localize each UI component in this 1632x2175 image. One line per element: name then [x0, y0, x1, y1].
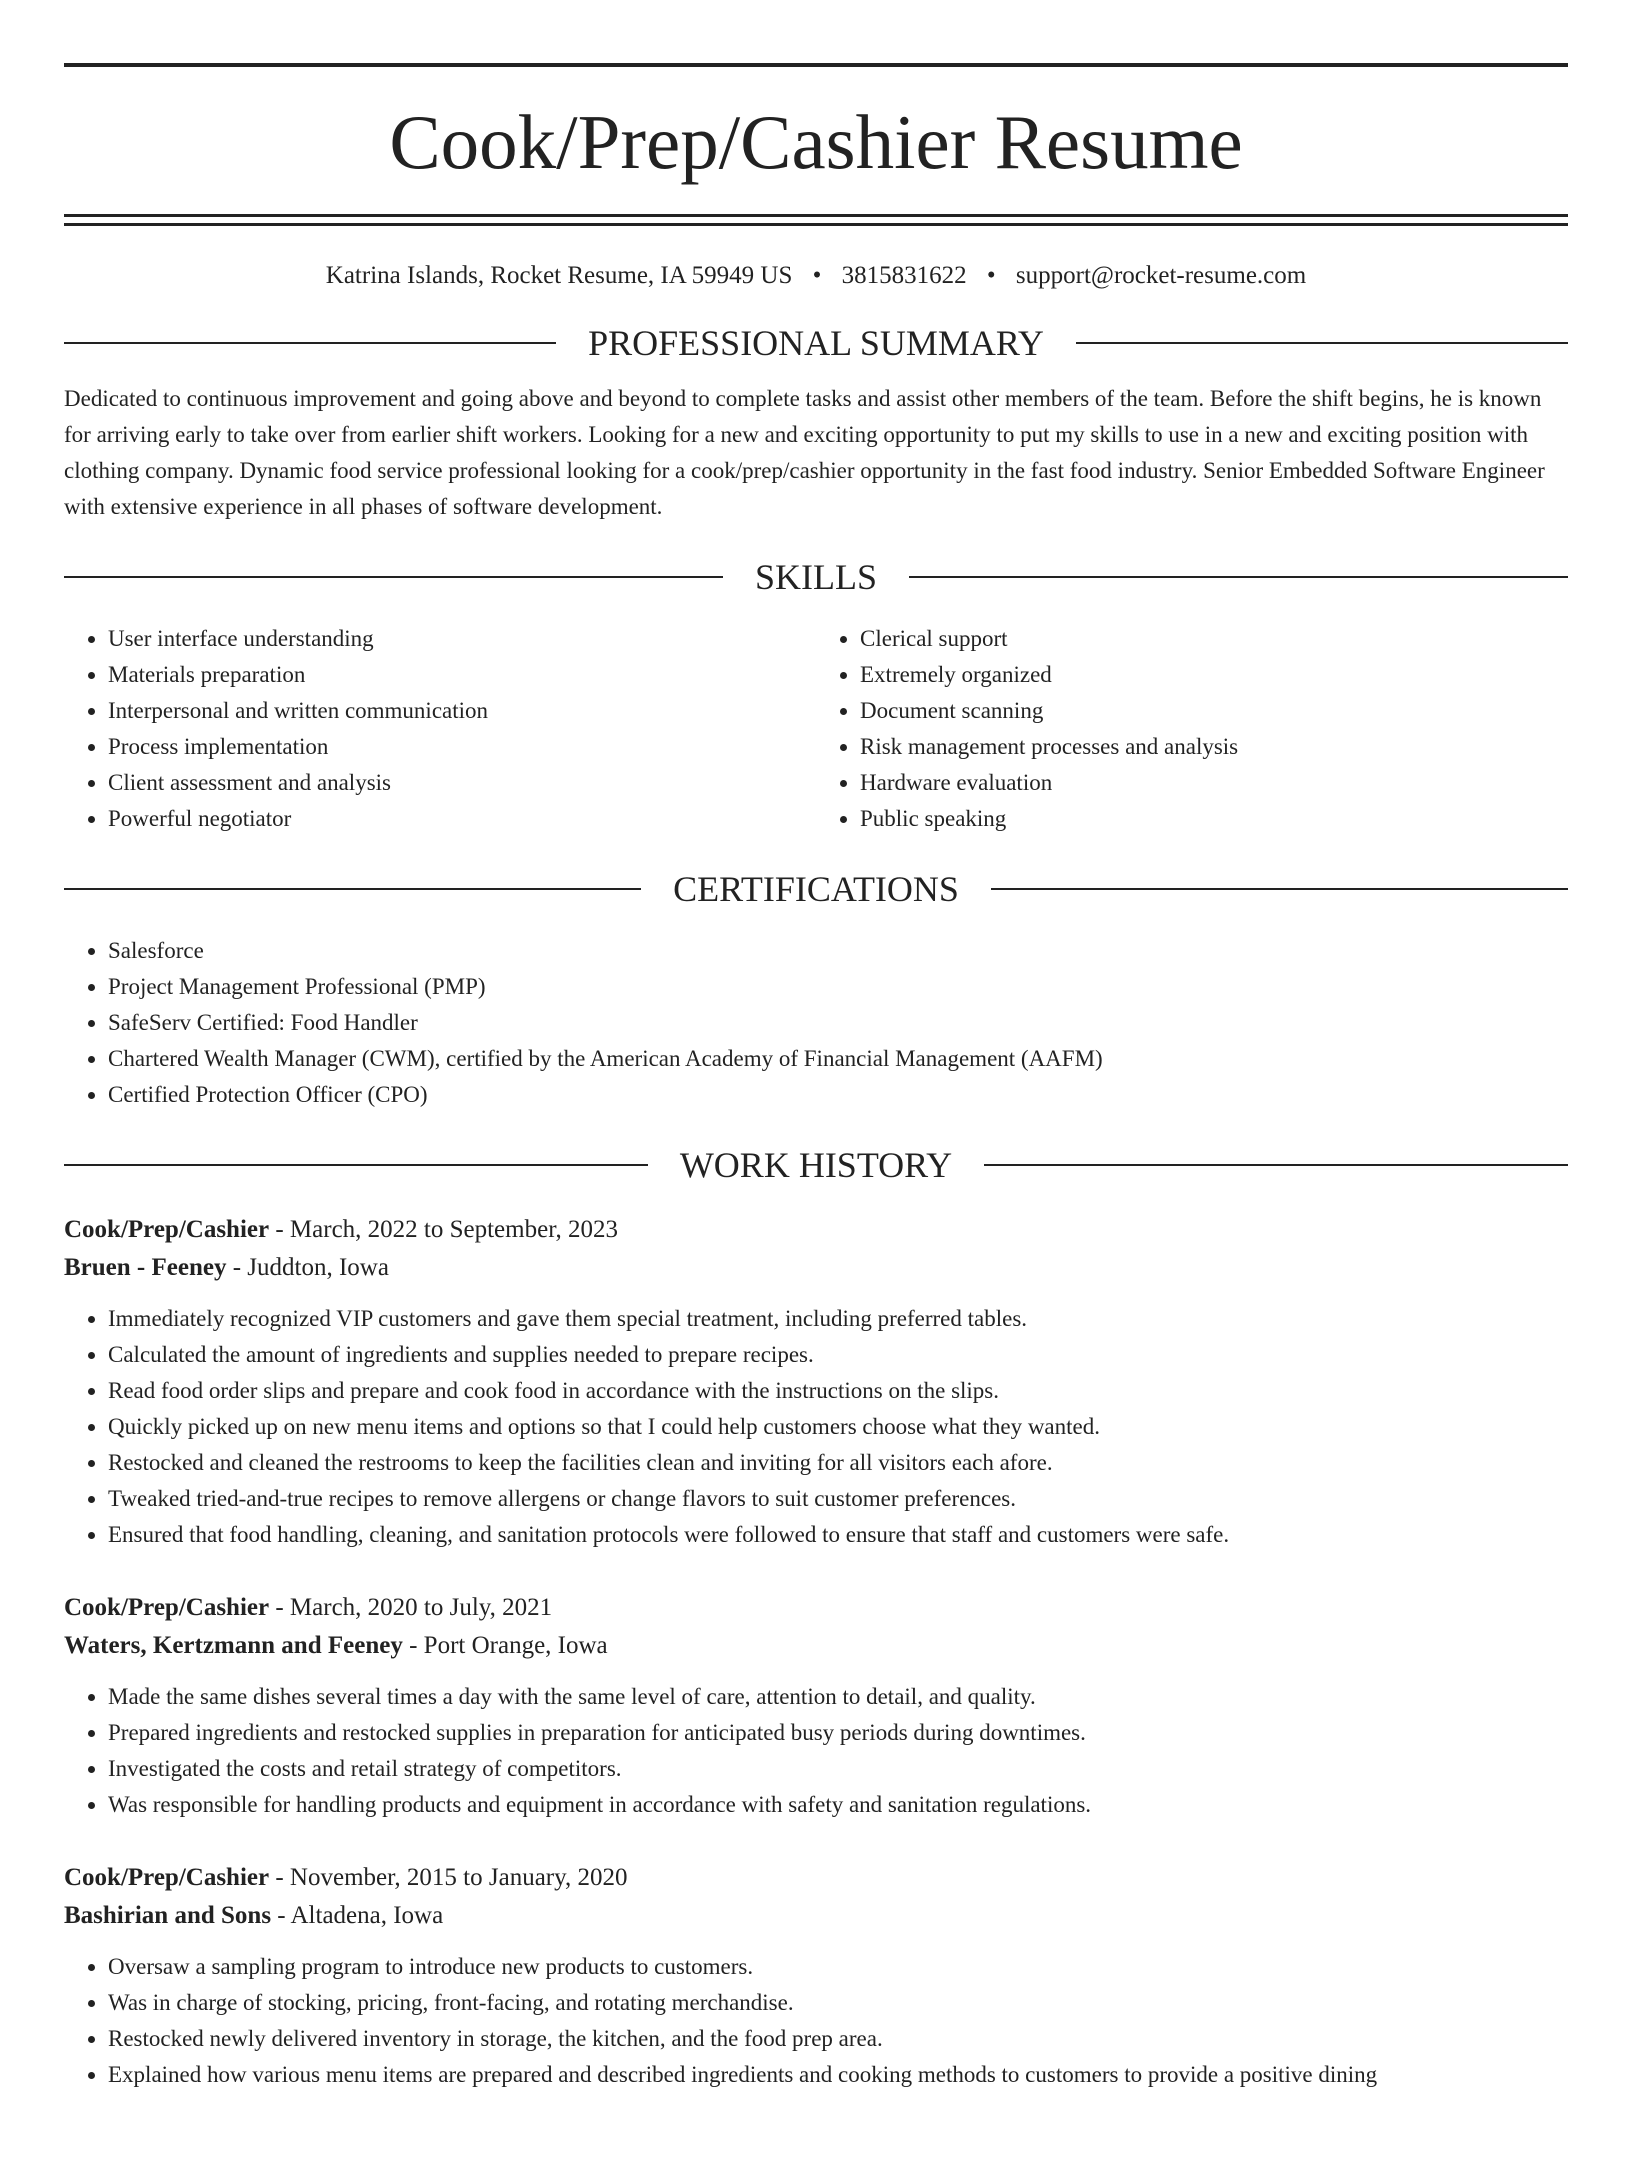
- summary-section-heading: [64, 325, 1568, 361]
- certification-item: • Project Management Professional (PMP): [108, 969, 1568, 1005]
- skill-item: • Process implementation: [108, 729, 816, 765]
- job-company-line: [64, 1627, 1568, 1665]
- certification-item: • Certified Protection Officer (CPO): [108, 1077, 1568, 1113]
- heading-rule-right: [984, 1164, 1568, 1166]
- job-bullet: • Quickly picked up on new menu items and options so that I could help customers choose what they wanted.: [108, 1409, 1568, 1445]
- job-entry: [64, 1211, 1568, 1553]
- heading-rule-left: [64, 576, 723, 578]
- job-bullet: • Read food order slips and prepare and cook food in accordance with the instructions on the slips.: [108, 1373, 1568, 1409]
- skill-item: • Document scanning: [860, 693, 1568, 729]
- job-dates: - March, 2020 to July, 2021: [269, 1594, 553, 1621]
- heading-rule-right: [909, 576, 1568, 578]
- job-title: Cook/Prep/Cashier: [64, 1216, 270, 1243]
- contact-separator: •: [986, 262, 996, 289]
- job-bullet: • Ensured that food handling, cleaning, and sanitation protocols were followed to ensure that staff and customers were safe.: [108, 1517, 1568, 1553]
- skills-section-heading: [64, 559, 1568, 595]
- job-bullet: • Investigated the costs and retail strategy of competitors.: [108, 1751, 1568, 1787]
- heading-rule-left: [64, 888, 641, 890]
- skill-item: • Risk management processes and analysis: [860, 729, 1568, 765]
- certifications-section-heading: [64, 871, 1568, 907]
- job-bullet: • Was responsible for handling products and equipment in accordance with safety and sanitation regulations.: [108, 1787, 1568, 1823]
- skills-list-left: [64, 621, 816, 837]
- contact-phone: 3815831622: [841, 262, 967, 289]
- job-location: - Port Orange, Iowa: [402, 1632, 608, 1659]
- job-location: - Juddton, Iowa: [226, 1254, 389, 1281]
- skills-column-right: [816, 621, 1568, 837]
- job-bullet: • Restocked newly delivered inventory in storage, the kitchen, and the food prep area.: [108, 2021, 1568, 2057]
- job-bullet: • Oversaw a sampling program to introduce new products to customers.: [108, 1949, 1568, 1985]
- summary-heading-label: PROFESSIONAL SUMMARY: [588, 323, 1044, 363]
- job-bullet: • Restocked and cleaned the restrooms to keep the facilities clean and inviting for all visitors each afore.: [108, 1445, 1568, 1481]
- job-company: Bruen - Feeney: [64, 1254, 227, 1281]
- certification-item: • Chartered Wealth Manager (CWM), certified by the American Academy of Financial Management (AAFM): [108, 1041, 1568, 1077]
- certifications-heading-label: CERTIFICATIONS: [673, 869, 959, 909]
- contact-separator: •: [812, 262, 822, 289]
- job-dates: - November, 2015 to January, 2020: [269, 1864, 628, 1891]
- skills-list-right: [816, 621, 1568, 837]
- job-entry: [64, 1859, 1568, 2093]
- skills-heading-label: SKILLS: [755, 557, 878, 597]
- certification-item: • Salesforce: [108, 933, 1568, 969]
- job-company-line: [64, 1249, 1568, 1287]
- job-bullets: [64, 1301, 1568, 1553]
- job-entry: [64, 1589, 1568, 1823]
- certification-item: • SafeServ Certified: Food Handler: [108, 1005, 1568, 1041]
- skill-item: • User interface understanding: [108, 621, 816, 657]
- title-double-rule: [64, 214, 1568, 226]
- skill-item: • Powerful negotiator: [108, 801, 816, 837]
- contact-line: [64, 261, 1568, 291]
- resume-title: Cook/Prep/Cashier Resume: [389, 99, 1243, 185]
- job-title-line: [64, 1211, 1568, 1249]
- skills-column-left: [64, 621, 816, 837]
- summary-text: Dedicated to continuous improvement and going above and beyond to complete tasks and assist other members of the team. Before the shift begins, he is known for arriving early to take over from earlier shift workers. Looking for a new and exciting opportunity to put my skills to use in a new and exciting position with clothing company. Dynamic food service professional looking for a cook/prep/cashier opportunity in the fast food industry. Senior Embedded Software Engineer with extensive experience in all phases of software development.: [64, 386, 1545, 519]
- job-bullets: [64, 1679, 1568, 1823]
- job-bullet: • Tweaked tried-and-true recipes to remove allergens or change flavors to suit customer preferences.: [108, 1481, 1568, 1517]
- heading-rule-left: [64, 1164, 648, 1166]
- work-heading-label: WORK HISTORY: [679, 1145, 953, 1185]
- contact-email[interactable]: support@rocket-resume.com: [1015, 262, 1307, 289]
- job-bullet: • Explained how various menu items are prepared and described ingredients and cooking methods to customers to provide a positive dining: [108, 2057, 1568, 2093]
- skill-item: • Materials preparation: [108, 657, 816, 693]
- certifications-list: [64, 933, 1568, 1113]
- skill-item: • Interpersonal and written communication: [108, 693, 816, 729]
- job-title: Cook/Prep/Cashier: [64, 1594, 270, 1621]
- skill-item: • Clerical support: [860, 621, 1568, 657]
- skill-item: • Public speaking: [860, 801, 1568, 837]
- resume-page: [0, 63, 1632, 2175]
- job-bullet: • Was in charge of stocking, pricing, front-facing, and rotating merchandise.: [108, 1985, 1568, 2021]
- skills-grid: [64, 621, 1568, 837]
- heading-rule-left: [64, 342, 556, 344]
- heading-rule-right: [1076, 342, 1568, 344]
- contact-address: Katrina Islands, Rocket Resume, IA 59949 US: [325, 262, 793, 289]
- job-company: Bashirian and Sons: [64, 1902, 272, 1929]
- job-bullets: [64, 1949, 1568, 2093]
- job-company: Waters, Kertzmann and Feeney: [64, 1632, 403, 1659]
- work-section-heading: [64, 1147, 1568, 1183]
- job-company-line: [64, 1897, 1568, 1935]
- heading-rule-right: [991, 888, 1568, 890]
- job-bullet: • Made the same dishes several times a day with the same level of care, attention to detail, and quality.: [108, 1679, 1568, 1715]
- skill-item: • Client assessment and analysis: [108, 765, 816, 801]
- job-title: Cook/Prep/Cashier: [64, 1864, 270, 1891]
- job-bullet: • Prepared ingredients and restocked supplies in preparation for anticipated busy periods during downtimes.: [108, 1715, 1568, 1751]
- job-dates: - March, 2022 to September, 2023: [269, 1216, 619, 1243]
- job-title-line: [64, 1859, 1568, 1897]
- job-bullet: • Immediately recognized VIP customers and gave them special treatment, including preferred tables.: [108, 1301, 1568, 1337]
- job-title-line: [64, 1589, 1568, 1627]
- job-bullet: • Calculated the amount of ingredients and supplies needed to prepare recipes.: [108, 1337, 1568, 1373]
- skill-item: • Extremely organized: [860, 657, 1568, 693]
- skill-item: • Hardware evaluation: [860, 765, 1568, 801]
- job-location: - Altadena, Iowa: [271, 1902, 444, 1929]
- top-rule: [64, 63, 1568, 67]
